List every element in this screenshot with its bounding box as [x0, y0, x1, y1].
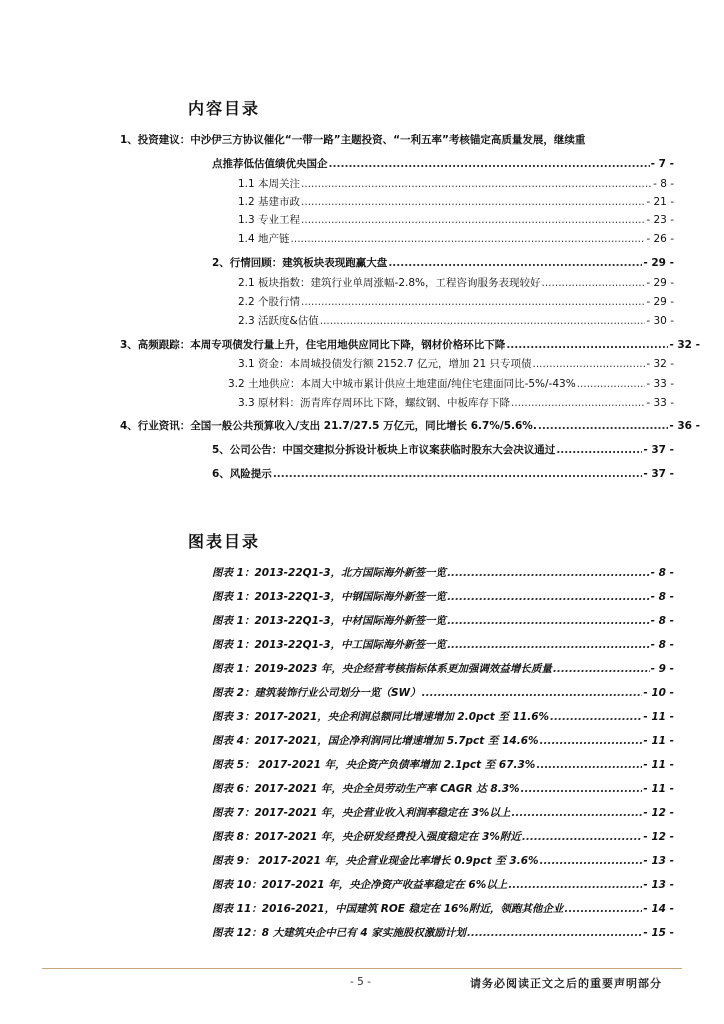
figures-title: 图表目录: [188, 532, 261, 551]
toc-entry-4[interactable]: [120, 419, 700, 433]
toc-entry-1-2[interactable]: [238, 195, 674, 209]
leader-dots: [291, 232, 646, 246]
leader-dots: [447, 590, 650, 604]
leader-dots: [556, 443, 642, 457]
toc-title: 内容目录: [188, 99, 261, 118]
toc-entry-1[interactable]: [212, 157, 674, 171]
toc-entry-1-line1[interactable]: [120, 133, 700, 147]
figure-entry[interactable]: [212, 758, 674, 772]
toc-entry-text: 3.3 原材料：沥青库存周环比下降，螺纹钢、中板库存下降: [238, 397, 511, 409]
toc-entry-text: 2.1 板块指数：建筑行业单周涨幅-2.8%，工程咨询服务表现较好: [238, 277, 541, 289]
toc-entry-2-2[interactable]: [238, 295, 674, 309]
toc-entry-3-1[interactable]: [238, 357, 674, 371]
leader-dots: [506, 338, 668, 352]
leader-dots: [577, 377, 646, 391]
toc-entry-text: 4、行业资讯：全国一般公共预算收入/支出 21.7/27.5 万亿元，同比增长 6.7%/5.6%.: [120, 420, 537, 432]
leader-dots: [542, 276, 646, 290]
toc-entry-page: - 29 -: [646, 296, 674, 308]
leader-dots: [533, 357, 646, 371]
leader-dots: [521, 782, 643, 796]
figure-entry[interactable]: [212, 878, 674, 892]
figure-entry-text: 图表 1：2013-22Q1-3，中材国际海外新签一览: [212, 615, 447, 627]
figure-entry[interactable]: [212, 566, 674, 580]
figure-entry-text: 图表 11：2016-2021，中国建筑 ROE 稳定在 16%附近，领跑其他企业: [212, 903, 564, 915]
figure-entry[interactable]: [212, 806, 674, 820]
toc-entry-text: 2、行情回顾：建筑板块表现跑赢大盘: [212, 257, 388, 269]
leader-dots: [301, 195, 645, 209]
toc-entry-text: 2.3 活跃度&估值: [238, 315, 319, 327]
toc-entry-text: 3.1 资金：本周城投债发行额 2152.7 亿元，增加 21 只专项债: [238, 358, 532, 370]
toc-entry-1-4[interactable]: [238, 232, 674, 246]
toc-entry-6[interactable]: [212, 467, 674, 481]
toc-entry-2-3[interactable]: [238, 314, 674, 328]
figure-entry[interactable]: [212, 710, 674, 724]
toc-entry-3[interactable]: [120, 338, 700, 352]
leader-dots: [301, 213, 645, 227]
figure-entry[interactable]: [212, 854, 674, 868]
toc-entry-page: - 21 -: [646, 196, 674, 208]
figure-entry-page: - 13 -: [643, 855, 674, 867]
figure-entry-text: 图表 2：建筑装饰行业公司划分一览（SW）: [212, 687, 421, 699]
figure-entry-page: - 11 -: [643, 735, 674, 747]
toc-entry-text: 1.4 地产链: [238, 233, 290, 245]
toc-entry-page: - 32 -: [669, 339, 700, 351]
figure-entry[interactable]: [212, 662, 674, 676]
toc-entry-text: 1.2 基建市政: [238, 196, 301, 208]
toc-entry-text: 1.3 专业工程: [238, 214, 301, 226]
figure-entry-text: 图表 12：8 大建筑央企中已有 4 家实施股权激励计划: [212, 927, 466, 939]
toc-entry-page: - 37 -: [643, 468, 674, 480]
leader-dots: [301, 295, 645, 309]
toc-entry-text: 3、高频跟踪：本周专项债发行量上升，住宅用地供应同比下降，钢材价格环比下降: [120, 339, 506, 351]
toc-entry-3-2[interactable]: [228, 377, 674, 391]
figure-entry-text: 图表 3：2017-2021，央企利润总额同比增速增加 2.0pct 至 11.6%: [212, 711, 550, 723]
figure-entry-text: 图表 5： 2017-2021 年，央企资产负债率增加 2.1pct 至 67.3%: [212, 759, 536, 771]
figure-entry-text: 图表 1：2013-22Q1-3，中钢国际海外新签一览: [212, 591, 447, 603]
toc-entry-page: - 26 -: [646, 233, 674, 245]
toc-entry-2-1[interactable]: [238, 276, 674, 290]
figure-entry-page: - 13 -: [643, 879, 674, 891]
leader-dots: [522, 830, 642, 844]
figure-entry-page: - 8 -: [650, 591, 674, 603]
leader-dots: [553, 662, 650, 676]
figure-entry-page: - 15 -: [643, 927, 674, 939]
toc-entry-page: - 36 -: [669, 420, 700, 432]
figure-entry-page: - 12 -: [643, 807, 674, 819]
footer-divider: [42, 968, 682, 969]
toc-entry-1-3[interactable]: [238, 213, 674, 227]
toc-entry-text: 点推荐低估值绩优央国企: [212, 158, 328, 170]
leader-dots: [540, 854, 643, 868]
figure-entry[interactable]: [212, 686, 674, 700]
leader-dots: [320, 314, 646, 328]
leader-dots: [540, 734, 643, 748]
leader-dots: [467, 926, 643, 940]
leader-dots: [538, 419, 669, 433]
toc-entry-page: - 29 -: [646, 277, 674, 289]
figure-entry-text: 图表 4：2017-2021，国企净利润同比增速增加 5.7pct 至 14.6%: [212, 735, 539, 747]
leader-dots: [536, 758, 642, 772]
leader-dots: [511, 396, 645, 410]
figure-entry-text: 图表 7：2017-2021 年，央企营业收入利润率稳定在 3%以上: [212, 807, 511, 819]
toc-entry-page: - 33 -: [646, 397, 674, 409]
toc-entry-page: - 8 -: [653, 178, 674, 190]
leader-dots: [329, 157, 650, 171]
leader-dots: [422, 686, 643, 700]
figure-entry[interactable]: [212, 926, 674, 940]
figure-entry-page: - 11 -: [643, 711, 674, 723]
toc-entry-page: - 29 -: [643, 257, 674, 269]
toc-entry-2[interactable]: [212, 256, 674, 270]
figure-entry-page: - 9 -: [650, 663, 674, 675]
figure-entry[interactable]: [212, 902, 674, 916]
toc-entry-text: 1、投资建议：中沙伊三方协议催化“一带一路”主题投资、“一利五率”考核锚定高质量发展，继续重: [120, 134, 586, 146]
leader-dots: [447, 566, 650, 580]
figure-entry-text: 图表 10：2017-2021 年，央企净资产收益率稳定在 6%以上: [212, 879, 508, 891]
leader-dots: [508, 878, 642, 892]
figure-entry-text: 图表 1：2013-22Q1-3，北方国际海外新签一览: [212, 567, 447, 579]
toc-entry-text: 3.2 土地供应：本周大中城市累计供应土地建面/纯住宅建面同比-5%/-43%: [228, 378, 576, 390]
figure-entry-text: 图表 6：2017-2021 年，央企全员劳动生产率 CAGR 达 8.3%: [212, 783, 520, 795]
toc-entry-1-1[interactable]: [238, 177, 674, 191]
figure-entry-text: 图表 8：2017-2021 年，央企研发经费投入强度稳定在 3%附近: [212, 831, 521, 843]
figure-entry[interactable]: [212, 590, 674, 604]
figure-entry-page: - 8 -: [650, 639, 674, 651]
figure-entry-page: - 14 -: [643, 903, 674, 915]
figure-entry-text: 图表 1：2013-22Q1-3，中工国际海外新签一览: [212, 639, 447, 651]
toc-entry-page: - 7 -: [650, 158, 674, 170]
leader-dots: [301, 177, 652, 191]
figure-entry-page: - 11 -: [643, 783, 674, 795]
leader-dots: [511, 806, 642, 820]
toc-entry-text: 5、公司公告：中国交建拟分拆设计板块上市议案获临时股东大会决议通过: [212, 444, 556, 456]
footer-disclaimer: 请务必阅读正文之后的重要声明部分: [470, 977, 662, 990]
figure-entry[interactable]: [212, 614, 674, 628]
toc-entry-page: - 37 -: [643, 444, 674, 456]
leader-dots: [388, 256, 642, 270]
toc-entry-page: - 33 -: [646, 378, 674, 390]
toc-entry-text: 6、风险提示: [212, 468, 272, 480]
toc-entry-page: - 23 -: [646, 214, 674, 226]
leader-dots: [564, 902, 642, 916]
figure-entry-page: - 8 -: [650, 567, 674, 579]
toc-entry-page: - 32 -: [646, 358, 674, 370]
toc-entry-5[interactable]: [212, 443, 674, 457]
toc-entry-3-3[interactable]: [238, 396, 674, 410]
figure-entry[interactable]: [212, 734, 674, 748]
page-number: - 5 -: [350, 976, 371, 988]
figure-entry-text: 图表 9： 2017-2021 年，央企营业现金比率增长 0.9pct 至 3.6%: [212, 855, 539, 867]
leader-dots: [447, 614, 650, 628]
toc-entry-text: 1.1 本周关注: [238, 178, 301, 190]
toc-entry-page: - 30 -: [646, 315, 674, 327]
toc-entry-text: 2.2 个股行情: [238, 296, 301, 308]
figure-entry-page: - 10 -: [643, 687, 674, 699]
figure-entry-page: - 12 -: [643, 831, 674, 843]
leader-dots: [550, 710, 642, 724]
figure-entry[interactable]: [212, 830, 674, 844]
figure-entry-page: - 11 -: [643, 759, 674, 771]
figure-entry-page: - 8 -: [650, 615, 674, 627]
leader-dots: [447, 638, 650, 652]
figure-entry[interactable]: [212, 638, 674, 652]
leader-dots: [273, 467, 643, 481]
figure-entry-text: 图表 1：2019-2023 年，央企经营考核指标体系更加强调效益增长质量: [212, 663, 552, 675]
figure-entry[interactable]: [212, 782, 674, 796]
